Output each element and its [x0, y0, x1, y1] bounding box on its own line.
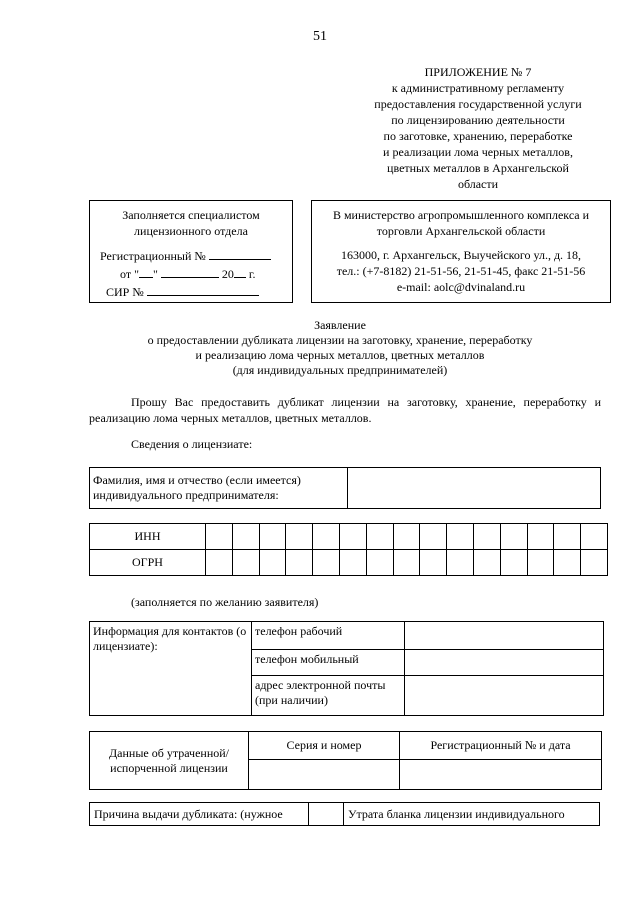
inn-digit-cell[interactable] — [313, 524, 340, 550]
request-text: Прошу Вас предоставить дубликат лицензии на заготовку, хранение, переработку и реализацию лома черных металлов, цветных металлов. — [89, 395, 601, 425]
appendix-line: по лицензированию деятельности — [391, 113, 565, 127]
inn-digit-cell[interactable] — [581, 524, 608, 550]
ogrn-digit-cell[interactable] — [286, 550, 313, 576]
reason-table — [89, 802, 600, 826]
table-row — [90, 524, 608, 550]
document-title — [100, 318, 580, 378]
reason-label: Причина выдачи дубликата: (нужное — [90, 803, 309, 826]
table-row — [90, 732, 602, 760]
email-label: адрес электронной почты (при наличии) — [252, 676, 405, 716]
ogrn-digit-cell[interactable] — [420, 550, 447, 576]
inn-label: ИНН — [90, 524, 206, 550]
ogrn-digit-cell[interactable] — [339, 550, 366, 576]
appendix-line: области — [457, 177, 499, 191]
ministry-name-line: В министерство агропромышленного комплекса и — [332, 208, 590, 222]
appendix-header — [360, 64, 596, 192]
work-phone-field[interactable] — [405, 622, 604, 650]
ogrn-digit-cell[interactable] — [581, 550, 608, 576]
ministry-box — [311, 200, 611, 303]
date-year-field[interactable] — [234, 265, 246, 278]
table-row — [90, 622, 604, 650]
work-phone-label: телефон рабочий — [252, 622, 405, 650]
fio-table — [89, 467, 601, 509]
inn-digit-cell[interactable] — [473, 524, 500, 550]
ministry-address: 163000, г. Архангельск, Выучейского ул., д. 18, — [340, 248, 582, 262]
ogrn-digit-cell[interactable] — [366, 550, 393, 576]
inn-digit-cell[interactable] — [232, 524, 259, 550]
title-line: о предоставлении дубликата лицензии на заготовку, хранение, переработку — [147, 333, 533, 347]
date-open-quote: от " — [120, 267, 139, 281]
lost-license-label: Данные об утраченной/испорченной лицензии — [90, 732, 249, 790]
optional-note: (заполняется по желанию заявителя) — [131, 595, 319, 609]
date-year-prefix: 20 — [221, 267, 234, 281]
request-paragraph — [89, 394, 601, 426]
series-field[interactable] — [249, 760, 400, 790]
appendix-line: цветных металлов в Архангельской — [387, 161, 569, 175]
appendix-line: по заготовке, хранению, переработке — [383, 129, 573, 143]
appendix-line: и реализации лома черных металлов, — [383, 145, 573, 159]
appendix-line: предоставления государственной услуги — [374, 97, 582, 111]
ogrn-digit-cell[interactable] — [313, 550, 340, 576]
contacts-table — [89, 621, 604, 716]
mobile-phone-field[interactable] — [405, 650, 604, 676]
table-row — [90, 468, 601, 509]
inn-digit-cell[interactable] — [393, 524, 420, 550]
ogrn-digit-cell[interactable] — [447, 550, 474, 576]
inn-digit-cell[interactable] — [554, 524, 581, 550]
date-close-quote: " — [152, 267, 158, 281]
reg-number-label: Регистрационный № — [100, 249, 206, 263]
ogrn-digit-cell[interactable] — [206, 550, 233, 576]
ministry-phones: тел.: (+7-8182) 21-51-56, 21-51-45, факс 21-51-56 — [336, 264, 586, 278]
appendix-line: ПРИЛОЖЕНИЕ № 7 — [424, 65, 532, 79]
reg-date-row — [100, 265, 286, 283]
ministry-header — [318, 207, 604, 239]
title-line: Заявление — [314, 318, 366, 332]
licensee-heading: Сведения о лицензиате: — [131, 437, 253, 451]
ministry-contacts — [318, 247, 604, 295]
inn-digit-cell[interactable] — [527, 524, 554, 550]
specialist-box — [89, 200, 293, 303]
fio-label: Фамилия, имя и отчество (если имеется) индивидуального предпринимателя: — [90, 468, 348, 509]
specialist-header-line: лицензионного отдела — [134, 224, 248, 238]
ministry-email: e-mail: aolc@dvinaland.ru — [396, 280, 526, 294]
email-field[interactable] — [405, 676, 604, 716]
ogrn-digit-cell[interactable] — [232, 550, 259, 576]
ogrn-digit-cell[interactable] — [393, 550, 420, 576]
inn-digit-cell[interactable] — [286, 524, 313, 550]
title-line: (для индивидуальных предпринимателей) — [232, 363, 448, 377]
registration-fields — [96, 247, 286, 301]
inn-digit-cell[interactable] — [206, 524, 233, 550]
reg-number-row — [100, 247, 286, 265]
contacts-label: Информация для контактов (о лицензиате): — [90, 622, 252, 716]
sir-label: СИР № — [106, 285, 144, 299]
inn-digit-cell[interactable] — [366, 524, 393, 550]
page-number: 51 — [313, 29, 327, 44]
ogrn-label: ОГРН — [90, 550, 206, 576]
reason-checkbox[interactable] — [309, 803, 344, 826]
inn-digit-cell[interactable] — [447, 524, 474, 550]
table-row — [90, 803, 600, 826]
inn-digit-cell[interactable] — [420, 524, 447, 550]
specialist-header-line: Заполняется специалистом — [122, 208, 260, 222]
appendix-line: к административному регламенту — [391, 81, 565, 95]
reg-number-field[interactable] — [209, 247, 271, 260]
reg-date-field[interactable] — [400, 760, 602, 790]
date-month-field[interactable] — [161, 265, 219, 278]
mobile-phone-label: телефон мобильный — [252, 650, 405, 676]
inn-ogrn-table — [89, 523, 608, 576]
sir-field[interactable] — [147, 283, 259, 296]
ogrn-digit-cell[interactable] — [259, 550, 286, 576]
inn-digit-cell[interactable] — [500, 524, 527, 550]
ogrn-digit-cell[interactable] — [554, 550, 581, 576]
inn-digit-cell[interactable] — [259, 524, 286, 550]
ogrn-digit-cell[interactable] — [473, 550, 500, 576]
ogrn-digit-cell[interactable] — [500, 550, 527, 576]
date-day-field[interactable] — [139, 265, 153, 278]
title-line: и реализацию лома черных металлов, цветных металлов — [195, 348, 485, 362]
lost-license-table — [89, 731, 602, 790]
reg-date-header: Регистрационный № и дата — [400, 732, 602, 760]
series-header: Серия и номер — [249, 732, 400, 760]
ogrn-digit-cell[interactable] — [527, 550, 554, 576]
sir-row — [100, 283, 286, 301]
specialist-box-header — [96, 207, 286, 239]
table-row — [90, 550, 608, 576]
ministry-name-line: торговли Архангельской области — [376, 224, 546, 238]
inn-digit-cell[interactable] — [339, 524, 366, 550]
date-year-suffix: г. — [248, 267, 256, 281]
reason-option-lost: Утрата бланка лицензии индивидуального — [344, 803, 600, 826]
fio-input-cell[interactable] — [348, 468, 601, 509]
